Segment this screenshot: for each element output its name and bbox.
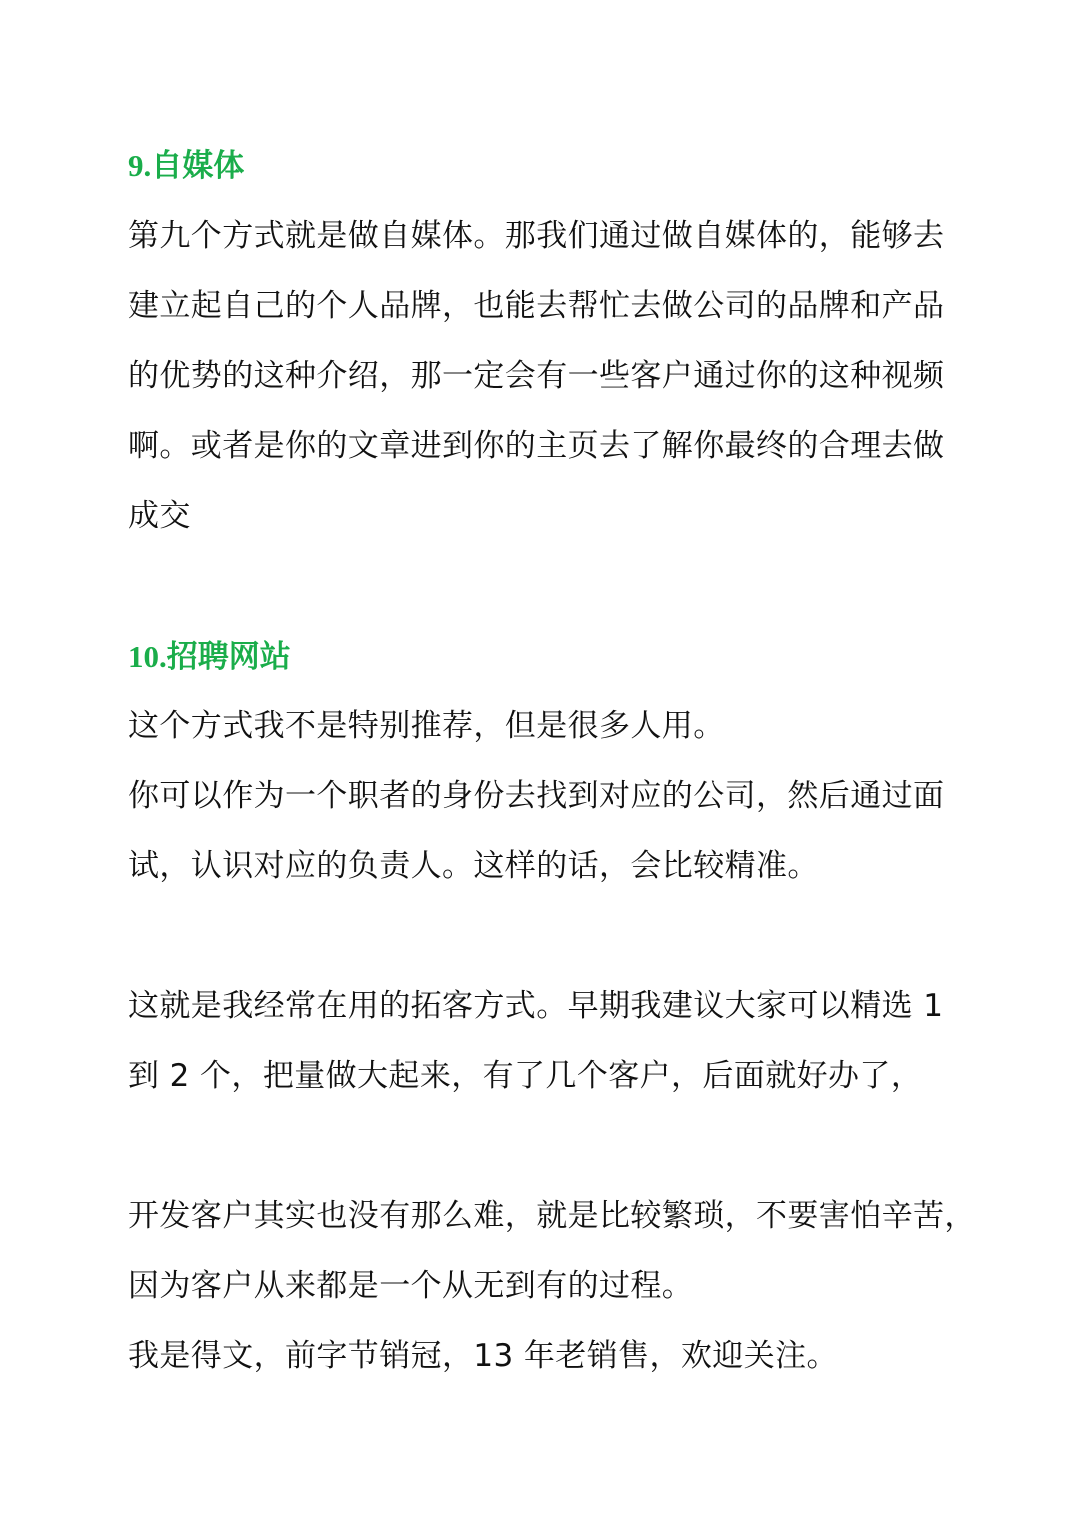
body-line: 这就是我经常在用的拓客方式。早期我建议大家可以精选 1 <box>128 988 944 1024</box>
section-heading-self-media: 9.自媒体 <box>128 148 245 183</box>
section-body-recruitment-sites <box>128 691 988 901</box>
closing-paragraph-signoff <box>128 1181 988 1391</box>
body-line: 试，认识对应的负责人。这样的话，会比较精准。 <box>128 848 819 884</box>
body-line: 我是得文，前字节销冠，13 年老销售，欢迎关注。 <box>128 1338 838 1374</box>
body-line: 这个方式我不是特别推荐，但是很多人用。 <box>128 708 725 744</box>
body-line: 的优势的这种介绍，那一定会有一些客户通过你的这种视频 <box>128 358 945 394</box>
body-line: 因为客户从来都是一个从无到有的过程。 <box>128 1268 694 1304</box>
body-line: 建立起自己的个人品牌，也能去帮忙去做公司的品牌和产品 <box>128 288 945 324</box>
section-body-self-media <box>128 201 988 551</box>
body-line: 啊。或者是你的文章进到你的主页去了解你最终的合理去做 <box>128 428 945 464</box>
body-line: 你可以作为一个职者的身份去找到对应的公司，然后通过面 <box>128 778 945 814</box>
body-line: 开发客户其实也没有那么难，就是比较繁琐，不要害怕辛苦， <box>128 1198 976 1234</box>
body-line: 到 2 个，把量做大起来，有了几个客户，后面就好办了， <box>128 1058 923 1094</box>
closing-paragraph-summary <box>128 971 988 1111</box>
body-line: 成交 <box>128 498 191 534</box>
body-line: 第九个方式就是做自媒体。那我们通过做自媒体的，能够去 <box>128 218 945 254</box>
section-heading-recruitment-sites: 10.招聘网站 <box>128 639 291 674</box>
